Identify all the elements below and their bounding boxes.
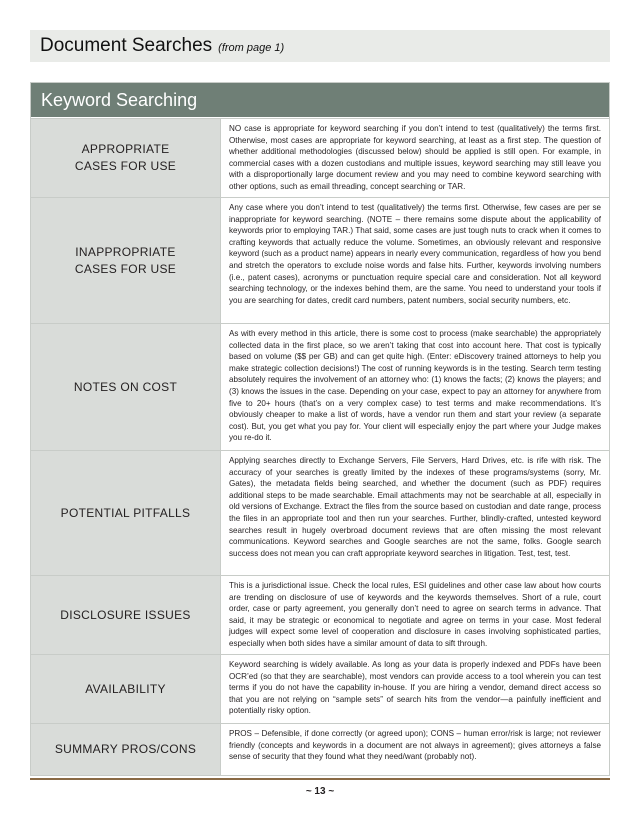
row-content: This is a jurisdictional issue. Check the local rules, ESI guidelines and other case law about how courts are trending on disclosure of use of keywords and the keywords themselves. Short of a rule, court order, case or party agreement, you generally don’t need to agree on search terms in advance. That said, it may be strategic or economical to negotiate and agree on terms in your case. Most federal judges will expect some level of cooperation and disclosure in cases involving sophisticated parties, especially when both sides have a similar amount of data to sift through. (221, 576, 609, 654)
page-number: ~ 13 ~ (305, 786, 335, 797)
row-content: PROS – Defensible, if done correctly (or agreed upon); CONS – human error/risk is large; not reviewer friendly (concepts and keywords in a document are not always in agreement); gives attorneys a false sense of security that they found what they need/want (probably not). (221, 724, 609, 775)
page-title: Document Searches (40, 35, 213, 56)
row-label-text: AVAILABILITY (85, 681, 166, 696)
row-label (31, 119, 221, 197)
keyword-searching-table (30, 82, 610, 776)
table-title: Keyword Searching (31, 83, 609, 118)
row-label-text: DISCLOSURE ISSUES (60, 607, 191, 622)
row-label-text: NOTES ON COST (73, 379, 178, 394)
table-row (31, 118, 609, 197)
row-label-text: INAPPROPRIATE CASES FOR USE (74, 244, 177, 276)
row-content: Applying searches directly to Exchange Servers, File Servers, Hard Drives, etc. is rife with risk. The accuracy of your searches is greatly limited by the indexes of these programs/systems (sorry, Mr. Gates), the metadata fields being searched, and whether the document (such as PDF) requires additional steps to be made searchable. Email attachments may not be searchable at all, especially in old versions of Exchange. Extract the files from the source based on custodian and date range, process the files in an appropriate tool and then run your searches. Further, blindly-crafted, untested keyword searches result in hugely overbroad document reviews that are often missing the most relevant communications. Keyword searches and Google searches are not the same, folks. Google search success does not mean you can craft appropriate keyword searches in litigation. Test, test, test. (221, 451, 609, 575)
table-row (31, 723, 609, 775)
table-row (31, 197, 609, 323)
row-label (31, 198, 221, 323)
page-subtitle: (from page 1) (218, 42, 285, 54)
table-row (31, 654, 609, 723)
row-content: As with every method in this article, there is some cost to process (make searchable) the appropriately collected data in the first place, so we aren’t taking that cost into account here. That cost is typically based on volume ($$ per GB) and can get quite high. (Enter: eDiscovery trained attorneys to help you make strategic collection decisions!) The cost of running keywords is in the testing. Search term testing absolutely requires the involvement of an attorney who: (1) knows the facts; (2) knows the players; and (3) knows the issues in the case. Depending on your case, expect to pay an attorney for anywhere from five to 20+ hours (that’s on a very complex case) to test terms and make recommendations. It’s obviously cheaper to make a list of words, have a vendor run them and start your review (a separate cost). But, you get what you pay for. Your client will especially enjoy the part where your Judge makes you re-do it. (221, 324, 609, 450)
row-label-text: APPROPRIATE CASES FOR USE (74, 142, 177, 173)
row-label (31, 655, 221, 723)
row-label-text: SUMMARY PROS/CONS (54, 742, 197, 756)
row-label (31, 451, 221, 575)
table-row (31, 450, 609, 575)
row-label (31, 324, 221, 450)
row-label-text: POTENTIAL PITFALLS (60, 505, 191, 520)
row-content: Any case where you don’t intend to test (qualitatively) the terms first. Otherwise, few cases are per se inappropriate for keyword searching. (NOTE – there remains some dispute about the applicability of keywords prior to employing TAR.) That said, some cases are just tough nuts to crack when it comes to crafting keywords that actually reduce the volume. Sometimes, an obviously relevant and responsive keyword (such as a product name) appears in nearly every communication, regardless of how you bend and stretch the operators to exclude noise words and false hits. Further, keywords involving numbers (i.e., patent cases), acronyms or punctuation require special care and consideration. Not all keyword searching technology, or the indexes behind them, are the same. You need to understand your tools if you are searching for dates, credit card numbers, patent numbers, social security numbers, etc. (221, 198, 609, 323)
table-row (31, 575, 609, 654)
row-content: NO case is appropriate for keyword searching if you don’t intend to test (qualitatively) the terms first. Otherwise, most cases are appropriate for keyword searching, at least as a first step. The question of whether additional methodologies (discussed below) should be applied is still open. For example, in commercial cases with a dozen custodians and multiple issues, keyword searching may still leave you with a disproportionally large document review and you may need to combine keyword searching with other options, such as email threading, concept searching or TAR. (221, 119, 609, 197)
row-label (31, 576, 221, 654)
row-content: Keyword searching is widely available. As long as your data is properly indexed and PDFs have been OCR’ed (so that they are searchable), most vendors can provide access to a tool wherein you can test terms if you do not have the capability in-house. If you are hiring a vendor, demand direct access so that you are not relying on “sample sets” of search hits from the vendor—a painfully inefficient and potentially risky option. (221, 655, 609, 723)
table-row (31, 323, 609, 450)
row-label (31, 724, 221, 775)
footer-divider (30, 778, 610, 780)
page-header (30, 30, 610, 62)
